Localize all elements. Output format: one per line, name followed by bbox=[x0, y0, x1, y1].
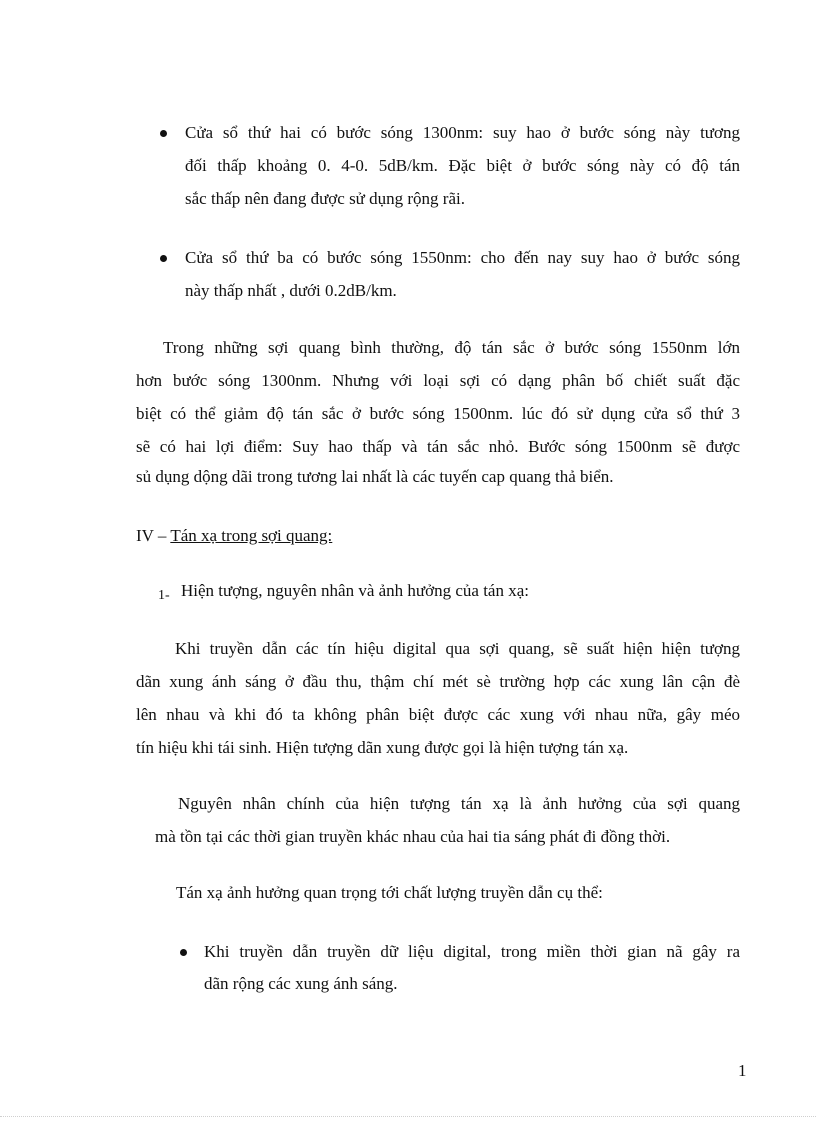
bullet-dot-icon bbox=[160, 130, 167, 137]
paragraph-line: hơn bước sóng 1300nm. Nhưng với loại sợi có dạng phân bố chiết suất đặc bbox=[136, 371, 740, 390]
bullet-dot-icon bbox=[160, 255, 167, 262]
paragraph-line: dãn xung ánh sáng ở đầu thu, thậm chí mét sè trường hợp các xung lân cận đè bbox=[136, 672, 740, 691]
bullet-1-line-1: Cửa sổ thứ hai có bước sóng 1300nm: suy hao ở bước sóng này tương bbox=[185, 123, 740, 142]
paragraph-line: lên nhau và khi đó ta không phân biệt được các xung với nhau nữa, gây méo bbox=[136, 705, 740, 724]
bullet-2-line-1: Cửa sổ thứ ba có bước sóng 1550nm: cho đến nay suy hao ở bước sóng bbox=[185, 248, 740, 267]
bullet-3-line-2: dãn rộng các xung ánh sáng. bbox=[204, 974, 398, 993]
subsection-title: Hiện tượng, nguyên nhân và ảnh hưởng của tán xạ: bbox=[181, 581, 529, 600]
bullet-1-line-2: đối thấp khoảng 0. 4-0. 5dB/km. Đặc biệt ở bước sóng này có độ tán bbox=[185, 156, 740, 175]
paragraph-line: sủ dụng dộng dãi trong tương lai nhất là các tuyến cap quang thả biển. bbox=[136, 467, 614, 486]
bullet-2-line-2: này thấp nhất , dưới 0.2dB/km. bbox=[185, 281, 397, 300]
section-prefix: IV – bbox=[136, 526, 171, 545]
paragraph-effect-intro: Tán xạ ảnh hưởng quan trọng tới chất lượng truyền dẫn cụ thể: bbox=[176, 883, 603, 902]
paragraph-line: Khi truyền dẫn các tín hiệu digital qua sợi quang, sẽ suất hiện hiện tượng bbox=[175, 639, 740, 658]
section-title: Tán xạ trong sợi quang: bbox=[170, 526, 333, 545]
paragraph-line: sẽ có hai lợi điểm: Suy hao thấp và tán sắc nhỏ. Bước sóng 1500nm sẽ được bbox=[136, 437, 740, 456]
footer-divider bbox=[0, 1116, 816, 1117]
bullet-3-line-1: Khi truyền dẫn truyền dữ liệu digital, trong miền thời gian nã gây ra bbox=[204, 942, 740, 961]
section-heading bbox=[136, 525, 332, 547]
paragraph-line: mà tồn tại các thời gian truyền khác nhau của hai tia sáng phát đi đồng thời. bbox=[155, 827, 671, 846]
bullet-dot-icon bbox=[180, 949, 187, 956]
paragraph-line: tín hiệu khi tái sinh. Hiện tượng dãn xung được gọi là hiện tượng tán xạ. bbox=[136, 738, 629, 757]
paragraph-line: Trong những sợi quang bình thường, độ tán sắc ở bước sóng 1550nm lớn bbox=[163, 338, 740, 357]
bullet-1-line-3: sắc thấp nên đang được sử dụng rộng rãi. bbox=[185, 189, 465, 208]
paragraph-line: Nguyên nhân chính của hiện tượng tán xạ là ảnh hưởng của sợi quang bbox=[178, 794, 740, 813]
subsection-number: 1- bbox=[158, 588, 170, 603]
paragraph-line: biệt có thể giảm độ tán sắc ở bước sóng 1500nm. lúc đó sử dụng cửa sổ thứ 3 bbox=[136, 404, 740, 423]
page-number: 1 bbox=[738, 1061, 747, 1080]
